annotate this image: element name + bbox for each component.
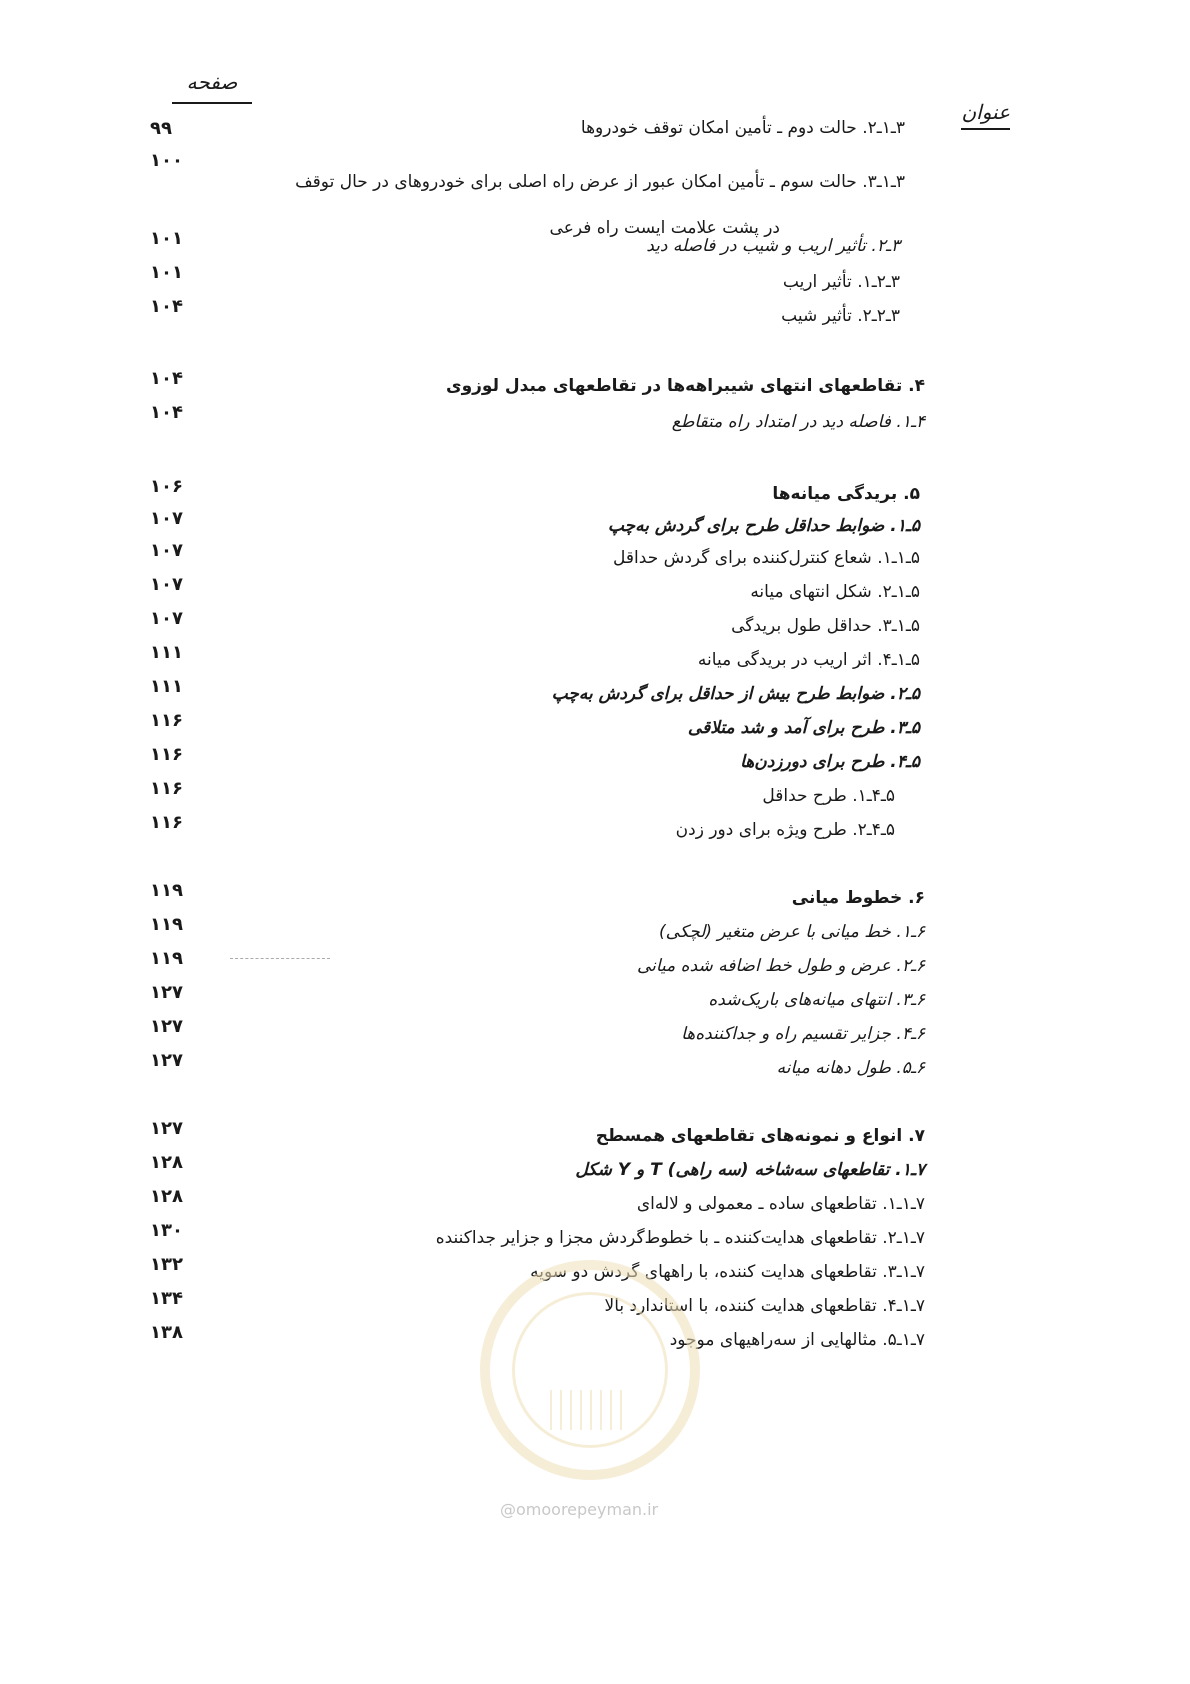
toc-entry	[0, 642, 1190, 676]
toc-title: ۵. بریدگی میانه‌ها	[772, 484, 920, 504]
toc-page-number: ۱۱۶	[150, 778, 183, 799]
toc-page-number: ۱۰۱	[150, 228, 183, 249]
toc-page-number: ۱۱۹	[150, 880, 183, 901]
toc-page-number: ۱۲۸	[150, 1152, 183, 1173]
toc-page-number: ۱۲۸	[150, 1186, 183, 1207]
toc-entry	[0, 914, 1190, 948]
toc-page-number: ۱۱۶	[150, 710, 183, 731]
toc-page-number: ۱۲۷	[150, 1050, 183, 1071]
toc-page-number: ۱۰۴	[150, 368, 183, 389]
toc-page-number: ۱۱۹	[150, 948, 183, 969]
toc-page-number: ۱۰۴	[150, 402, 183, 423]
toc-entry	[0, 812, 1190, 846]
toc-title: ۵ـ۱ـ۱. شعاع کنترل‌کننده برای گردش حداقل	[613, 548, 920, 568]
toc-entry	[0, 1186, 1190, 1220]
toc-title: ۶ـ۵. طول دهانه میانه	[776, 1058, 925, 1078]
toc-entry	[0, 1050, 1190, 1084]
toc-title: ۵ـ۴ـ۲. طرح ویژه برای دور زدن	[675, 820, 895, 840]
toc-title: ۶ـ۳. انتهای میانه‌های باریک‌شده	[708, 990, 925, 1010]
toc-page-number: ۱۰۱	[150, 262, 183, 283]
toc-page-number: ۱۰۷	[150, 508, 183, 529]
toc-entry	[0, 880, 1190, 914]
toc-entry	[0, 476, 1190, 510]
toc-title: ۵ـ۳. طرح برای آمد و شد متلاقی	[687, 718, 920, 738]
toc-title: ۳ـ۲ـ۱. تأثیر اریب	[782, 272, 900, 292]
toc-entry	[0, 118, 1190, 152]
page-column-header: صفحه	[172, 70, 252, 104]
toc-entry	[0, 982, 1190, 1016]
toc-title: ۶. خطوط میانی	[791, 888, 925, 908]
toc-title: ۷ـ۱ـ۵. مثالهایی از سه‌راهیهای موجود	[669, 1330, 925, 1350]
toc-page-number: ۱۲۷	[150, 982, 183, 1003]
toc-page-number: ۱۰۷	[150, 540, 183, 561]
seal-grid-pattern	[550, 1390, 630, 1430]
toc-entry	[0, 948, 1190, 982]
toc-entry	[0, 1220, 1190, 1254]
toc-title: ۶ـ۴. جزایر تقسیم راه و جداکننده‌ها	[681, 1024, 925, 1044]
toc-entry	[0, 1152, 1190, 1186]
toc-title: ۵ـ۱ـ۳. حداقل طول بریدگی	[731, 616, 920, 636]
toc-page-number: ۱۱۱	[150, 676, 183, 697]
toc-page-number: ۱۳۸	[150, 1322, 183, 1343]
toc-title: ۷ـ۱ـ۲. تقاطعهای هدایت‌کننده ـ با خطوط‌گردش مجزا و جزایر جداکننده	[435, 1228, 925, 1248]
toc-page-number: ۱۰۶	[150, 476, 183, 497]
toc-title: ۳ـ۱ـ۳. حالت سوم ـ تأمین امکان عبور از عرض راه اصلی برای خودروهای در حال توقف	[295, 172, 905, 192]
toc-page-number: ۱۲۷	[150, 1118, 183, 1139]
toc-entry	[0, 262, 1190, 296]
toc-title-continuation: در پشت علامت ایست راه فرعی	[549, 218, 780, 238]
toc-title: ۶ـ۲. عرض و طول خط اضافه شده میانی	[636, 956, 925, 976]
toc-title: ۳ـ۲. تأثیر اریب و شیب در فاصله دید	[646, 236, 900, 256]
toc-entry	[0, 228, 1190, 262]
toc-title: ۴. تقاطعهای انتهای شیبراهه‌ها در تقاطعهای مبدل لوزوی	[446, 376, 925, 396]
toc-page-number: ۱۰۴	[150, 296, 183, 317]
toc-page-number: ۱۱۶	[150, 812, 183, 833]
toc-page-number: ۱۱۱	[150, 642, 183, 663]
toc-title: ۶ـ۱. خط میانی با عرض متغیر (لچکی)	[659, 922, 925, 942]
toc-entry	[0, 778, 1190, 812]
toc-title: ۵ـ۲. ضوابط طرح بیش از حداقل برای گردش به‌چپ	[551, 684, 920, 704]
toc-page-number: ۱۳۴	[150, 1288, 183, 1309]
toc-title: ۳ـ۲ـ۲. تأثیر شیب	[781, 306, 900, 326]
toc-title: ۷ـ۱ـ۴. تقاطعهای هدایت کننده، با استاندارد بالا	[604, 1296, 925, 1316]
watermark-text: @omoorepeyman.ir	[500, 1500, 659, 1519]
seal-watermark-icon	[480, 1260, 700, 1480]
toc-title: ۵ـ۴ـ۱. طرح حداقل	[762, 786, 895, 806]
toc-entry	[0, 574, 1190, 608]
toc-title: ۵ـ۱. ضوابط حداقل طرح برای گردش به‌چپ	[607, 516, 920, 536]
toc-entry	[0, 710, 1190, 744]
toc-entry	[0, 608, 1190, 642]
toc-entry	[0, 150, 1190, 192]
toc-title: ۷ـ۱. تقاطعهای سه‌شاخه (سه راهی) T و Y شکل	[575, 1160, 925, 1180]
toc-page-number: ۱۳۰	[150, 1220, 183, 1241]
toc-page-number: ۹۹	[150, 118, 172, 139]
toc-entry	[0, 368, 1190, 402]
toc-page-number: ۱۱۶	[150, 744, 183, 765]
toc-entry	[0, 744, 1190, 778]
toc-title: ۷ـ۱ـ۱. تقاطعهای ساده ـ معمولی و لاله‌ای	[636, 1194, 925, 1214]
toc-entry	[0, 1118, 1190, 1152]
toc-page-number: ۱۲۷	[150, 1016, 183, 1037]
toc-title: ۳ـ۱ـ۲. حالت دوم ـ تأمین امکان توقف خودروها	[580, 118, 905, 138]
toc-title: ۵ـ۱ـ۴. اثر اریب در بریدگی میانه	[697, 650, 920, 670]
toc-page-number: ۱۱۹	[150, 914, 183, 935]
toc-entry	[0, 1016, 1190, 1050]
toc-title: ۵ـ۱ـ۲. شکل انتهای میانه	[750, 582, 920, 602]
toc-title: ۴ـ۱. فاصله دید در امتداد راه متقاطع	[671, 412, 925, 432]
toc-page-number: ۱۰۷	[150, 574, 183, 595]
toc-page-number: ۱۰۷	[150, 608, 183, 629]
toc-page-number: ۱۳۲	[150, 1254, 183, 1275]
toc-entry	[0, 508, 1190, 542]
toc-page-number: ۱۰۰	[150, 150, 183, 171]
title-column-header: عنوان	[961, 100, 1010, 130]
toc-title: ۷ـ۱ـ۳. تقاطعهای هدایت کننده، با راههای گردش دو سویه	[530, 1262, 925, 1282]
toc-entry	[0, 540, 1190, 574]
toc-entry	[0, 296, 1190, 330]
toc-entry	[0, 402, 1190, 436]
toc-title: ۷. انواع و نمونه‌های تقاطعهای همسطح	[595, 1126, 925, 1146]
toc-entry	[0, 676, 1190, 710]
toc-title: ۵ـ۴. طرح برای دورزدن‌ها	[740, 752, 920, 772]
